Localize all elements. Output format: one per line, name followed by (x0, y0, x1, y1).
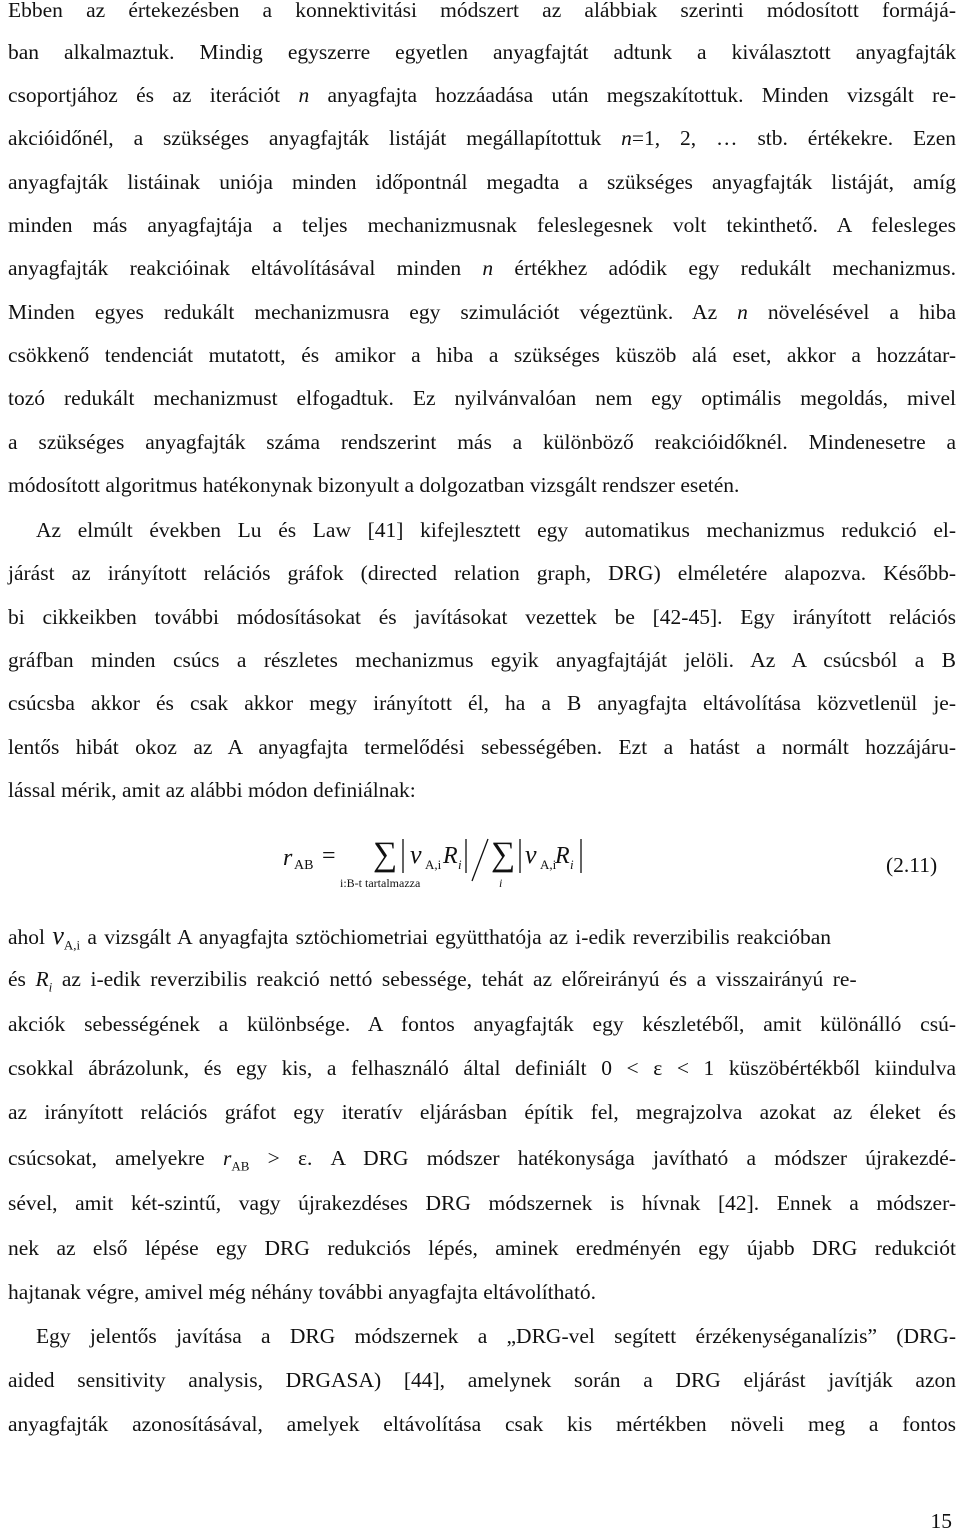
eq-den-R: R (555, 843, 570, 869)
line-text: akcióidőnél, a szükséges anyagfajták listáját megállapítottuk n=1, 2, … stb. értékekre. Ezen (8, 126, 957, 150)
text-line (8, 1096, 956, 1128)
equation-2-11 (0, 825, 960, 895)
eq-equals: = (322, 843, 336, 869)
text-line (8, 1232, 956, 1264)
nu-symbol: ν (52, 921, 64, 950)
text-line (8, 687, 956, 719)
line-text: lentős hibát okoz az A anyagfajta termelődési sebességében. Ezt a hatást a normált hozzájáru- (8, 735, 956, 759)
line-text: bi cikkeikben további módosításokat és javításokat vezettek be [42-45]. Egy irányított relációs (8, 605, 956, 629)
line-text: minden más anyagfajtája a teljes mechanizmusnak feleslegesnek volt tekinthető. A felesleges (8, 213, 956, 237)
eq-fraction-slash (472, 839, 488, 881)
text-line (8, 514, 956, 546)
eq-num-nu: ν (410, 840, 422, 869)
line-prefix: ahol (8, 925, 46, 949)
text-line (8, 469, 956, 501)
line-text: járást az irányított relációs gráfok (directed relation graph, DRG) elméletére alapozva. Később- (8, 561, 956, 585)
line-text: gráfban minden csúcs a részletes mechanizmus egyik anyagfajtáját jelöli. Az A csúcsból a B (8, 648, 956, 672)
eq-num-sum: ∑ (373, 836, 398, 873)
eq-lhs: r (283, 845, 293, 871)
text-line (8, 36, 956, 68)
eq-num-nu-sub: A,i (425, 857, 442, 872)
eq-den-nu: ν (525, 840, 537, 869)
text-line (8, 209, 956, 241)
eq-den-nu-sub: A,i (540, 857, 557, 872)
line-text: tozó redukált mechanizmust elfogadtuk. Ez nyilvánvalóan nem egy optimális megoldás, mivel (8, 386, 956, 410)
text-line (8, 920, 956, 952)
text-line (8, 296, 956, 328)
text-line (8, 963, 956, 995)
line-text: Ebben az értekezésben a konnektivitási módszert az alábbiak szerinti módosított formájá- (8, 0, 956, 22)
text-line (8, 339, 956, 371)
text-line (8, 426, 956, 458)
line-text: az irányított relációs gráfot egy iteratív eljárásban építik fel, megrajzolva azokat az éleket és (8, 1100, 956, 1124)
line-text: csokkal ábrázolunk, és egy kis, a felhasználó által definiált 0 < ε < 1 küszöbértékből kiindulva (8, 1056, 956, 1080)
line-text: anyagfajták reakcióinak eltávolításával minden n értékhez adódik egy redukált mechanizmus. (8, 256, 956, 280)
line-text: lással mérik, amit az alábbi módon definiálnak: (8, 778, 416, 802)
line-text: Minden egyes redukált mechanizmusra egy szimulációt végeztünk. Az n növelésével a hiba (8, 300, 957, 324)
page-number: 15 (930, 1509, 952, 1533)
text-line (8, 1276, 956, 1308)
line-text: nek az első lépése egy DRG redukciós lépés, aminek eredményén egy újabb DRG redukciót (8, 1236, 956, 1260)
r-ab-symbol: r (222, 1146, 232, 1170)
line-text: csúcsba akkor és csak akkor megy irányított él, ha a B anyagfajta eltávolítása közvetlenül je- (8, 691, 956, 715)
line-text: hajtanak végre, amivel még néhány további anyagfajta eltávolítható. (8, 1280, 597, 1304)
text-line (8, 79, 956, 111)
eq-num-R-sub: i (458, 857, 462, 872)
line-text: Az elmúlt években Lu és Law [41] kifejlesztett egy automatikus mechanizmus redukció el- (36, 518, 956, 542)
eq-den-sum-index: i (499, 876, 503, 890)
text-line (8, 1187, 956, 1219)
line-text: sével, amit két-szintű, vagy újrakezdéses DRG módszernek is hívnak [42]. Ennek a módszer- (8, 1191, 956, 1215)
text-line (8, 1008, 956, 1040)
r-symbol: R (35, 967, 49, 991)
eq-num-R: R (443, 843, 458, 869)
eq-num-sum-index: i:B-t tartalmazza (340, 876, 421, 890)
eq-lhs-sub: AB (294, 858, 314, 873)
text-line (8, 1364, 956, 1396)
text-line (8, 122, 956, 154)
text-line (8, 601, 956, 633)
eq-den-R-sub: i (570, 857, 574, 872)
text-line (8, 166, 956, 198)
text-line (8, 1408, 956, 1440)
text-line (8, 644, 956, 676)
line-text: anyagfajták azonosításával, amelyek eltávolítása csak kis mértékben növeli meg a fontos (8, 1412, 956, 1436)
text-line (8, 557, 956, 589)
line-text: a szükséges anyagfajták száma rendszerint más a különböző reakcióidőknél. Mindenesetre a (8, 430, 956, 454)
text-line (8, 1320, 956, 1352)
text-line (8, 252, 956, 284)
nu-subscript: A,i (63, 937, 81, 953)
line-text: csúcsokat, amelyekre $r_{AB} > \varepsilon$. A DRG módszer hatékonysága javítható a módszer újrakezdé- (8, 1146, 956, 1174)
line-text: aided sensitivity analysis, DRGASA) [44], amelynek során a DRG eljárást javítják azon (8, 1368, 956, 1392)
line-text: Egy jelentős javítása a DRG módszernek a „DRG-vel segített érzékenységanalízis” (DRG- (36, 1324, 956, 1348)
text-line (8, 1142, 956, 1174)
line-text: csökkenő tendenciát mutatott, és amikor a hiba a szükséges küszöb alá eset, akkor a hozzátar- (8, 343, 956, 367)
eq-den-sum: ∑ (491, 836, 516, 873)
text-line (8, 382, 956, 414)
line-prefix: és (8, 967, 26, 991)
text-line (8, 731, 956, 763)
text-line (8, 0, 956, 26)
line-text: akciók sebességének a különbsége. A fontos anyagfajták egy készletéből, amit különálló csú- (8, 1012, 956, 1036)
line-text: anyagfajták listáinak uniója minden időpontnál megadta a szükséges anyagfajták listáját, amíg (8, 170, 956, 194)
line-suffix: a vizsgált A anyagfajta sztöchiometriai együtthatója az i-edik reverzibilis reakcióban (87, 925, 832, 949)
r-ab-subscript: AB (231, 1158, 250, 1174)
line-text: módosított algoritmus hatékonynak bizonyult a dolgozatban vizsgált rendszer esetén. (8, 473, 740, 497)
line-suffix: az i-edik reverzibilis reakció nettó sebessége, tehát az előreirányú és a visszairányú re- (61, 967, 857, 991)
line-text: csoportjához és az iterációt n anyagfajta hozzáadása után megszakítottuk. Minden vizsgált re- (8, 83, 956, 107)
text-line (8, 774, 956, 806)
equation-number: (2.11) (886, 853, 938, 877)
r-subscript: i (48, 979, 53, 995)
text-line (8, 1052, 956, 1084)
line-text: ban alkalmaztuk. Mindig egyszerre egyetlen anyagfajtát adtunk a kiválasztott anyagfajták (8, 40, 956, 64)
